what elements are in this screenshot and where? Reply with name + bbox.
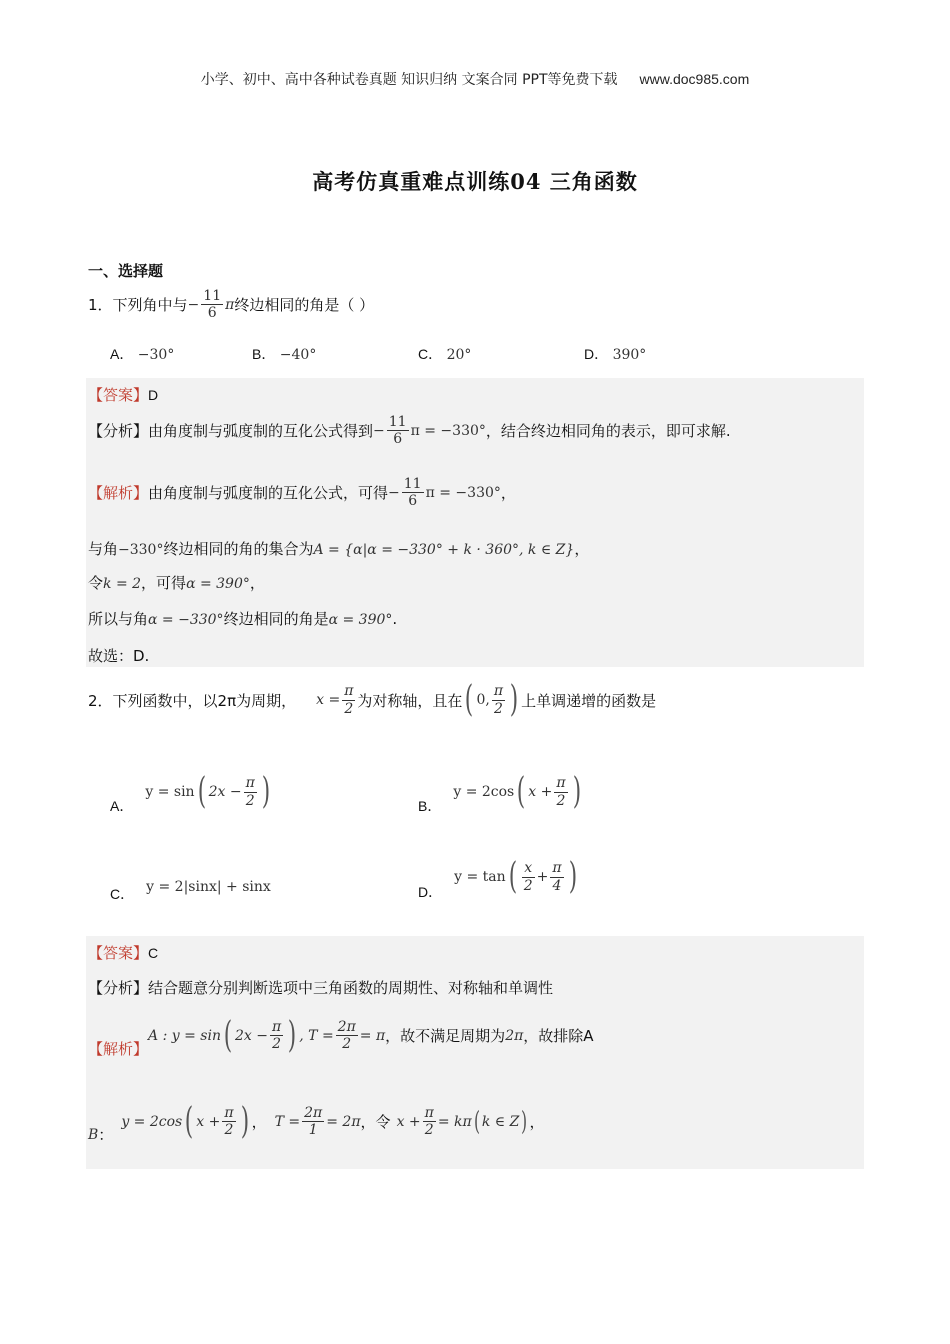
q1-analysis: 【分析】 由角度制与弧度制的互化公式得到 − $\frac{11}{6}$ π = −330° ，结合终边相同角的表示，即可求解.	[88, 414, 731, 448]
q2-solution-a: 【解析】 A : y = sin ( 2x − $\frac{\pi}{2}$ ) , T = $\frac{2\pi}{2}$ = π ，故不满足周期为 2π ，故排除A	[88, 1014, 594, 1058]
header-text: 小学、初中、高中各种试卷真题 知识归纳 文案合同 PPT等免费下载	[200, 72, 618, 88]
header-site-link[interactable]: www.doc985.com	[639, 71, 750, 87]
q1-option-d[interactable]: D． 390°	[584, 346, 647, 363]
q2-analysis: 【分析】结合题意分别判断选项中三角函数的周期性、对称轴和单调性	[88, 979, 554, 997]
q1-fraction: $\frac{11}{6}$	[203, 288, 222, 322]
q1-solution-line1: 与角−330°终边相同的角的集合为A = {α|α = −330° + k · 360°, k ∈ Z}，	[88, 540, 590, 558]
q2-solution-b: B ： y = 2cos ( x + $\frac{\pi}{2}$ ) ， T = $\frac{2\pi}{1}$ = 2π ，令 x + $\frac{\pi}{2}$ = kπ ( k ∈ Z ) ，	[88, 1100, 545, 1144]
q1-pi: π	[225, 296, 235, 313]
page-title: 高考仿真重难点训练04 三角函数	[312, 169, 638, 194]
q1-minus: −	[187, 296, 200, 313]
q1-stem	[88, 288, 374, 321]
q2-option-b[interactable]: B． y = 2cos ( x + $\frac{\pi}{2}$ )	[418, 771, 581, 814]
q1-option-a[interactable]: A． −30°	[110, 346, 175, 363]
q1-option-c[interactable]: C． 20°	[418, 346, 472, 363]
q1-choice: 故选：D.	[88, 647, 150, 665]
q1-solution-line2: 令k = 2，可得α = 390°，	[88, 574, 265, 592]
q2-stem: 2．下列函数中，以2π为周期， x = $\frac{\pi}{2}$ 为对称轴，且在 ( 0, $\frac{\pi}{2}$ ) 上单调递增的函数是	[88, 679, 657, 720]
q1-option-b[interactable]: B． −40°	[252, 346, 317, 363]
section-heading: 一、选择题	[88, 262, 164, 280]
page-header	[0, 69, 950, 89]
q2-option-c[interactable]: C． y = 2|sinx| + sinx	[110, 879, 271, 902]
q2-option-d[interactable]: D． y = tan ( $\frac{x}{2}$ + $\frac{\pi}{4}$ )	[418, 856, 577, 900]
q2-answer: 【答案】C	[88, 944, 159, 962]
q1-solution-line3: 所以与角α = −330°终边相同的角是α = 390°.	[88, 610, 398, 628]
q1-suffix: 终边相同的角是（ ）	[234, 296, 375, 315]
q1-prefix: 1．下列角中与	[88, 296, 188, 315]
q1-solution: 【解析】 由角度制与弧度制的互化公式，可得 − $\frac{11}{6}$ π = −330° ，	[88, 476, 516, 510]
q1-answer: 【答案】D	[88, 386, 159, 404]
q2-option-a[interactable]: A． y = sin ( 2x − $\frac{\pi}{2}$ )	[110, 771, 271, 814]
